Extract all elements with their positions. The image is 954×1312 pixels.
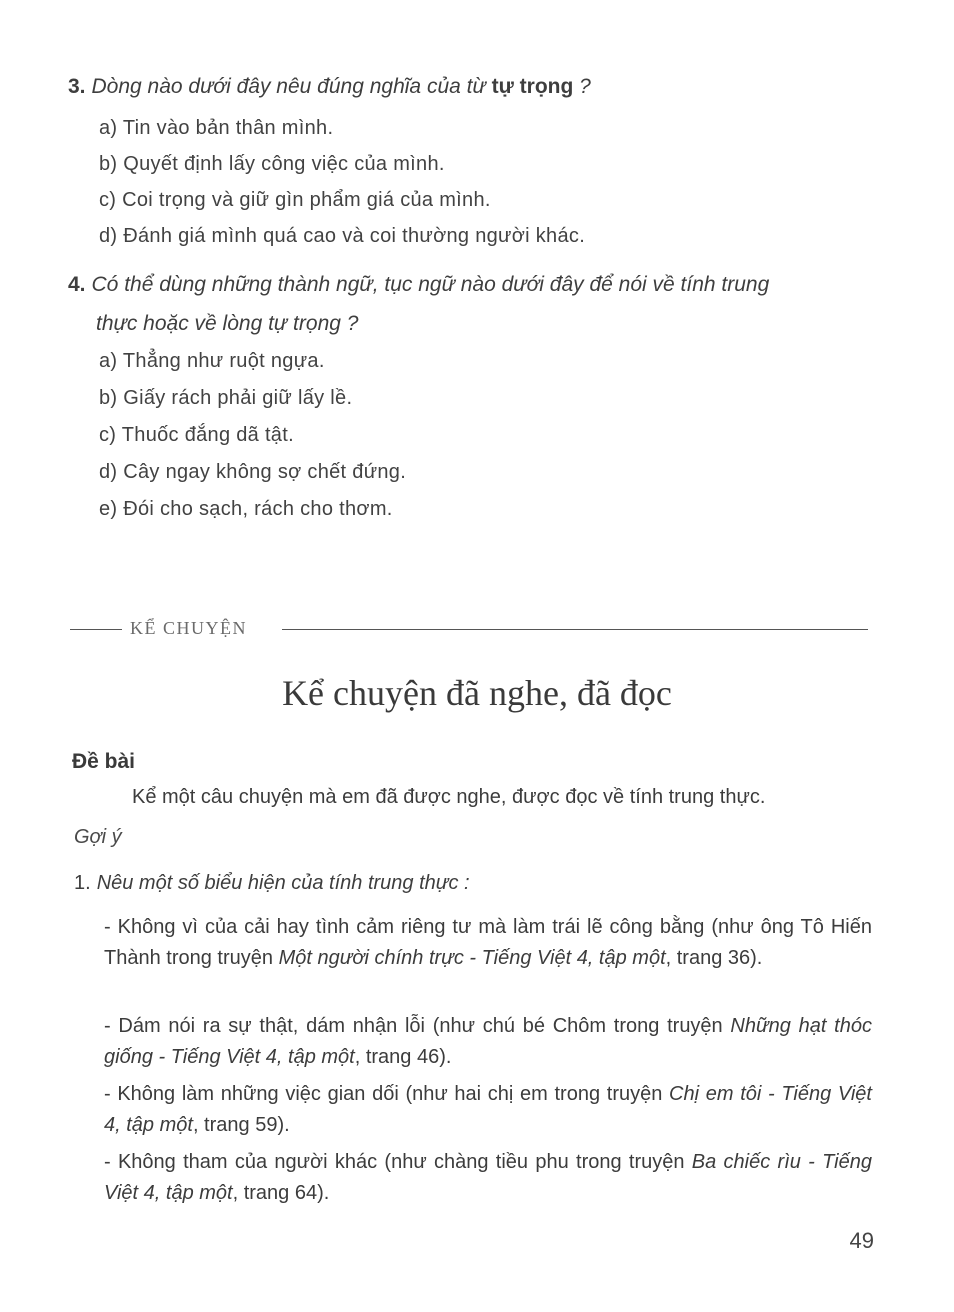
bullet-text: - Dám nói ra sự thật, dám nhận lỗi (như chú bé Chôm trong truyện [104,1015,731,1037]
q4-option-d: d) Cây ngay không sợ chết đứng. [99,461,407,483]
q3-option-d: d) Đánh giá mình quá cao và coi thường người khác. [99,225,586,247]
question-number: 3. [68,75,86,98]
section-label: KỂ CHUYỆN [130,618,247,638]
bullet-book-title: Những hạt thóc giống - Tiếng Việt 4, tập một [104,1015,872,1068]
bullet-book-title: Ba chiếc rìu - Tiếng Việt 4, tập một [104,1151,872,1204]
divider-line-right [282,629,868,630]
question-keyword: tự trọng [491,75,574,98]
question-4 [68,266,769,304]
bullet-book-title: Chị em tôi - Tiếng Việt 4, tập một [104,1083,872,1136]
bullet-page: , trang 64). [232,1182,330,1204]
section-title: Kể chuyện đã nghe, đã đọc [282,673,672,713]
sub-question-1 [74,872,470,895]
q3-option-a: a) Tin vào bản thân mình. [99,117,334,139]
bullet-item [104,1147,872,1209]
question-number: 4. [68,273,86,296]
q4-option-e: e) Đói cho sạch, rách cho thơm. [99,498,393,520]
bullet-page: , trang 46). [354,1046,452,1068]
q4-option-c: c) Thuốc đắng dã tật. [99,424,294,446]
bullet-book-title: Một người chính trực - Tiếng Việt 4, tập một [278,947,666,969]
question-4-line2: thực hoặc về lòng tự trọng ? [96,312,359,335]
question-text-line1: Có thể dùng những thành ngữ, tục ngữ nào dưới đây để nói về tính trung [91,273,770,296]
question-text: Dòng nào dưới đây nêu đúng nghĩa của từ [91,75,486,98]
q3-option-c: c) Coi trọng và giữ gìn phẩm giá của mình. [99,189,491,211]
bullet-page: , trang 59). [192,1114,290,1136]
bullet-item [104,1011,872,1073]
goi-y-label: Gợi ý [74,826,122,848]
bullet-text: - Không tham của người khác (như chàng tiều phu trong truyện [104,1151,692,1173]
section-divider [70,618,868,638]
sub-question-number: 1. [74,872,91,894]
page-number: 49 [849,1228,874,1253]
de-bai-heading: Đề bài [72,750,136,773]
divider-line-left [70,629,122,630]
bullet-item [104,1079,872,1141]
de-bai-text: Kể một câu chuyện mà em đã được nghe, được đọc về tính trung thực. [132,786,766,808]
bullet-page: , trang 36). [665,947,763,969]
question-3 [68,68,591,106]
q4-option-a: a) Thẳng như ruột ngựa. [99,350,325,372]
question-mark: ? [579,75,591,98]
sub-question-text: Nêu một số biểu hiện của tính trung thực : [96,872,470,894]
q3-option-b: b) Quyết định lấy công việc của mình. [99,153,445,175]
bullet-text: - Không làm những việc gian dối (như hai chị em trong truyện [104,1083,670,1105]
bullet-item [104,912,872,974]
bullet-text: - Không vì của cải hay tình cảm riêng tư mà làm trái lẽ công bằng (như ông Tô Hiến Thành trong truyện [104,916,872,969]
q4-option-b: b) Giấy rách phải giữ lấy lề. [99,387,353,409]
